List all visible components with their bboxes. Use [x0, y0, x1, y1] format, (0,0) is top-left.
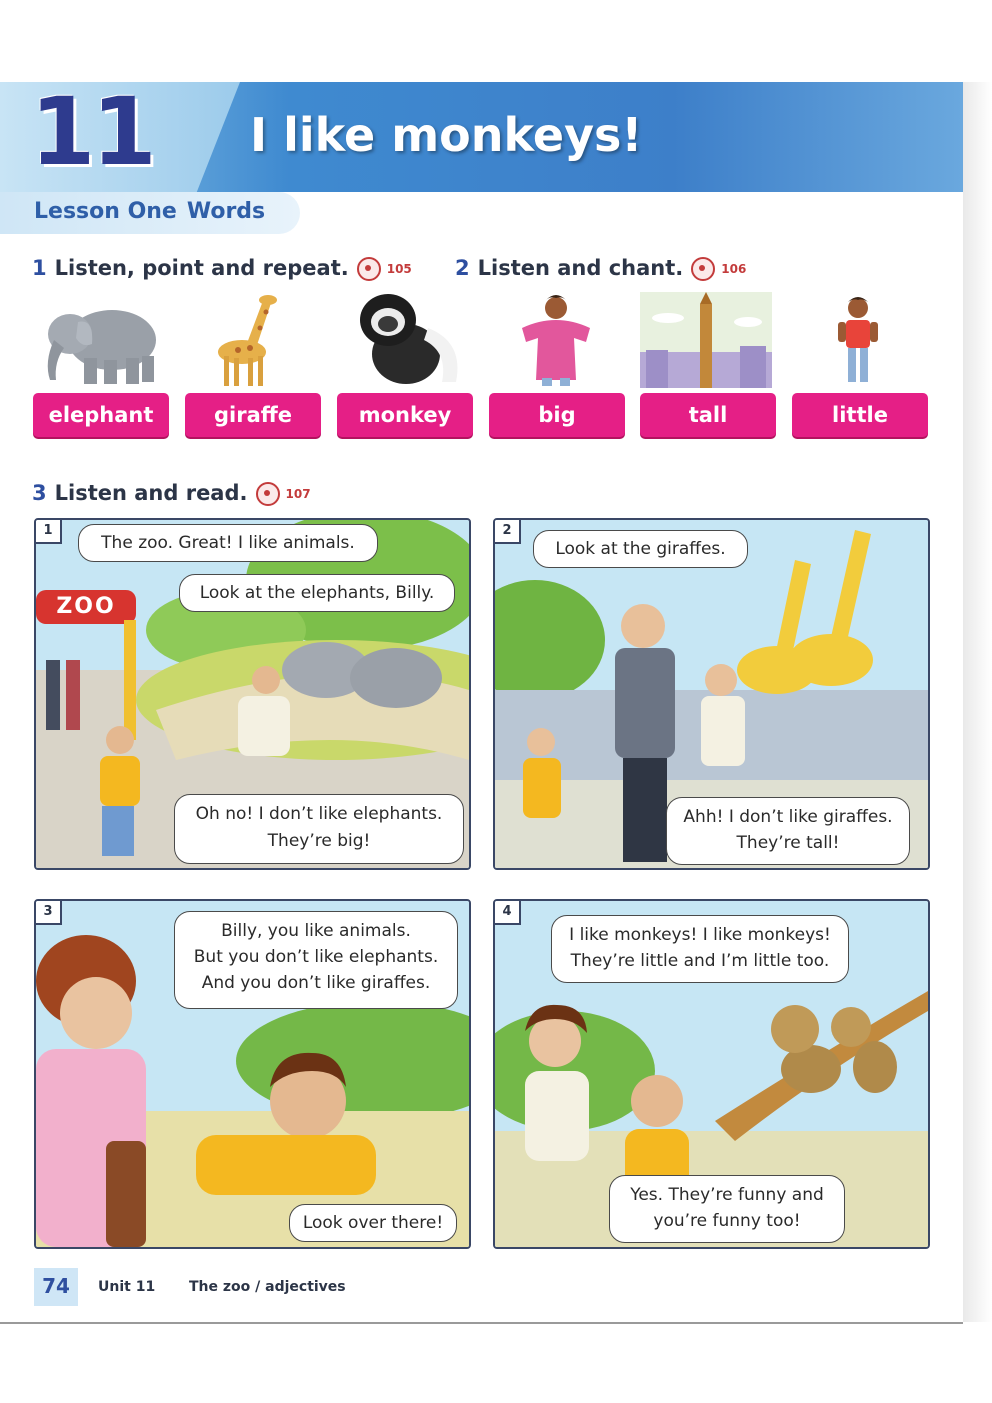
panel-number: 4 [495, 901, 521, 925]
bubble-line: They’re big! [267, 831, 371, 851]
bubble-line: And you don’t like giraffes. [201, 973, 431, 993]
little-picture [792, 292, 924, 388]
page-edge-shadow [963, 82, 992, 1322]
elephant-picture [34, 292, 166, 388]
footer-unit: Unit 11 [98, 1279, 156, 1295]
footer-topic: The zoo / adjectives [189, 1279, 346, 1295]
audio-cd-icon[interactable] [357, 257, 381, 281]
panel-number: 3 [36, 901, 62, 925]
speech-bubble [174, 794, 464, 864]
exercise-number: 1 [32, 256, 47, 280]
unit-title: I like monkeys! [250, 108, 643, 162]
bubble-line: you’re funny too! [653, 1211, 801, 1231]
lesson-part: Words [186, 199, 266, 224]
bubble-line: Billy, you like animals. [221, 921, 411, 941]
word-card-giraffe[interactable]: giraffe [185, 393, 321, 437]
giraffe-picture [186, 292, 318, 388]
word-card-big[interactable]: big [489, 393, 625, 437]
track-number: 107 [285, 487, 311, 501]
exercise-1-instruction [32, 256, 412, 281]
speech-bubble [609, 1175, 845, 1243]
page-number: 74 [42, 1274, 70, 1298]
exercise-number: 2 [455, 256, 470, 280]
panel-number: 1 [36, 520, 62, 544]
bubble-line: Ahh! I don’t like giraffes. [683, 807, 893, 827]
bubble-line: They’re tall! [736, 833, 840, 853]
speech-bubble [666, 797, 910, 865]
track-number: 105 [386, 262, 412, 276]
audio-cd-icon[interactable] [691, 257, 715, 281]
word-card-monkey[interactable]: monkey [337, 393, 473, 437]
exercise-3-instruction [32, 481, 311, 506]
panel-number: 2 [495, 520, 521, 544]
speech-bubble: Look at the giraffes. [533, 530, 748, 568]
exercise-text: Listen and chant. [477, 256, 684, 280]
word-card-tall[interactable]: tall [640, 393, 776, 437]
bubble-line: Yes. They’re funny and [630, 1185, 824, 1205]
tall-picture [640, 292, 772, 388]
speech-bubble [174, 911, 458, 1009]
monkey-picture [338, 292, 470, 388]
comic-panel-4 [493, 899, 930, 1249]
speech-bubble: Look at the elephants, Billy. [179, 574, 455, 612]
speech-bubble: The zoo. Great! I like animals. [78, 524, 378, 562]
speech-bubble [551, 915, 849, 983]
zoo-sign: ZOO [56, 594, 116, 619]
bubble-line: They’re little and I’m little too. [570, 951, 830, 971]
word-card-elephant[interactable]: elephant [33, 393, 169, 437]
bubble-line: I like monkeys! I like monkeys! [569, 925, 831, 945]
audio-cd-icon[interactable] [256, 482, 280, 506]
exercise-text: Listen and read. [54, 481, 248, 505]
unit-number: 11 [30, 78, 153, 187]
bubble-line: Oh no! I don’t like elephants. [195, 804, 443, 824]
comic-panel-2 [493, 518, 930, 870]
exercise-2-instruction [455, 256, 746, 281]
exercise-number: 3 [32, 481, 47, 505]
speech-bubble: Look over there! [289, 1204, 457, 1242]
comic-panel-3 [34, 899, 471, 1249]
exercise-text: Listen, point and repeat. [54, 256, 349, 280]
page-bottom-edge [0, 1322, 963, 1324]
comic-panel-1 [34, 518, 471, 870]
big-picture [490, 292, 622, 388]
word-card-little[interactable]: little [792, 393, 928, 437]
lesson-heading [34, 199, 275, 224]
lesson-name: Lesson One [34, 199, 177, 224]
track-number: 106 [721, 262, 747, 276]
bubble-line: But you don’t like elephants. [193, 947, 439, 967]
